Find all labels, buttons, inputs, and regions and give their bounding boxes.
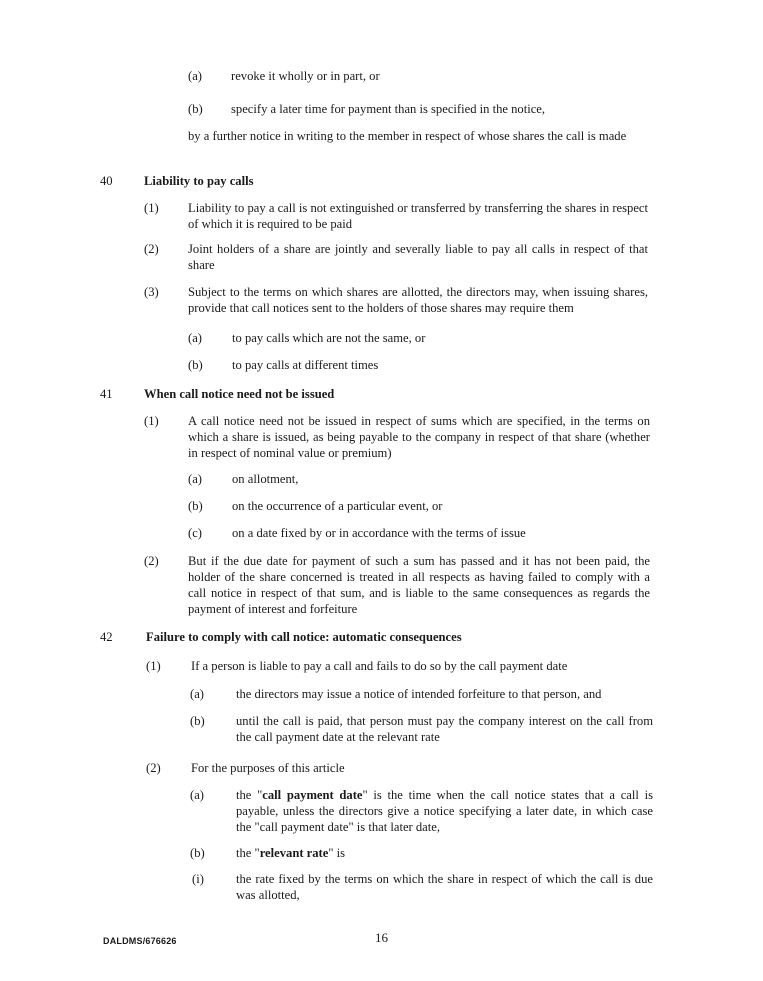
clause-text: revoke it wholly or in part, or — [231, 69, 380, 83]
paragraph-label: (2) — [144, 242, 159, 256]
paragraph: If a person is liable to pay a call and fails to do so by the call payment date — [191, 659, 568, 673]
paragraph: A call notice need not be issued in respect of sums which are specified, in the terms on which a share is issued, as being payable to the company in respect of that share (whether in respect of nominal value or premium) — [188, 414, 650, 460]
paragraph-label: (1) — [146, 659, 161, 673]
clause-label: (a) — [188, 472, 202, 486]
article-number: 42 — [100, 630, 113, 644]
paragraph: Subject to the terms on which shares are allotted, the directors may, when issuing shares, provide that call notices sent to the holders of those shares may require them — [188, 285, 648, 315]
article-number: 40 — [100, 174, 113, 188]
clause-text: to pay calls which are not the same, or — [232, 331, 426, 345]
clause-label: (b) — [190, 846, 205, 860]
page-number: 16 — [375, 930, 388, 945]
paragraph: But if the due date for payment of such a sum has passed and it has not been paid, the holder of the share concerned is treated in all respects as having failed to comply with a call notice in respect of that sum, and is liable to the same consequences as regards the payment of interest and forfeiture — [188, 554, 650, 616]
paragraph-label: (2) — [144, 554, 159, 568]
clause-label: (a) — [188, 331, 202, 345]
article-heading: Liability to pay calls — [144, 174, 254, 188]
article-number: 41 — [100, 387, 113, 401]
defined-term: relevant rate — [259, 846, 329, 860]
article-heading: When call notice need not be issued — [144, 387, 335, 401]
definition-relevant-rate: the "relevant rate" is — [236, 846, 346, 860]
clause-text: the directors may issue a notice of intended forfeiture to that person, and — [236, 687, 602, 701]
clause-text: specify a later time for payment than is specified in the notice, — [231, 102, 546, 116]
paragraph-label: (2) — [146, 761, 161, 775]
document-reference: DALDMS/676626 — [103, 936, 177, 946]
subclause-label: (i) — [192, 872, 204, 886]
clause-text: on allotment, — [232, 472, 299, 486]
paragraph-label: (1) — [144, 201, 159, 215]
clause-label: (b) — [188, 499, 203, 513]
paragraph: by a further notice in writing to the member in respect of whose shares the call is made — [188, 129, 627, 143]
clause-text: on the occurrence of a particular event, or — [232, 499, 443, 513]
clause-label: (a) — [190, 788, 204, 802]
clause-label: (a) — [190, 687, 204, 701]
clause-text: until the call is paid, that person must pay the company interest on the call from the call payment date at the relevant rate — [236, 714, 653, 744]
subclause-text: the rate fixed by the terms on which the share in respect of which the call is due was allotted, — [236, 872, 653, 902]
paragraph: Joint holders of a share are jointly and severally liable to pay all calls in respect of that share — [188, 242, 648, 272]
paragraph-label: (1) — [144, 414, 159, 428]
clause-label: (a) — [188, 69, 202, 83]
clause-label: (b) — [188, 102, 203, 116]
paragraph-label: (3) — [144, 285, 159, 299]
clause-label: (b) — [190, 714, 205, 728]
paragraph: Liability to pay a call is not extinguished or transferred by transferring the shares in respect of which it is required to be paid — [188, 201, 648, 231]
definition-call-payment-date: the "call payment date" is the time when the call notice states that a call is payable, unless the directors give a notice specifying a later date, in which case the "call payment date" is that later date, — [236, 788, 653, 834]
clause-text: on a date fixed by or in accordance with the terms of issue — [232, 526, 526, 540]
article-heading: Failure to comply with call notice: automatic consequences — [146, 630, 462, 644]
clause-label: (c) — [188, 526, 202, 540]
defined-term: call payment date — [262, 788, 363, 802]
clause-text: to pay calls at different times — [232, 358, 379, 372]
clause-label: (b) — [188, 358, 203, 372]
paragraph: For the purposes of this article — [191, 761, 345, 775]
